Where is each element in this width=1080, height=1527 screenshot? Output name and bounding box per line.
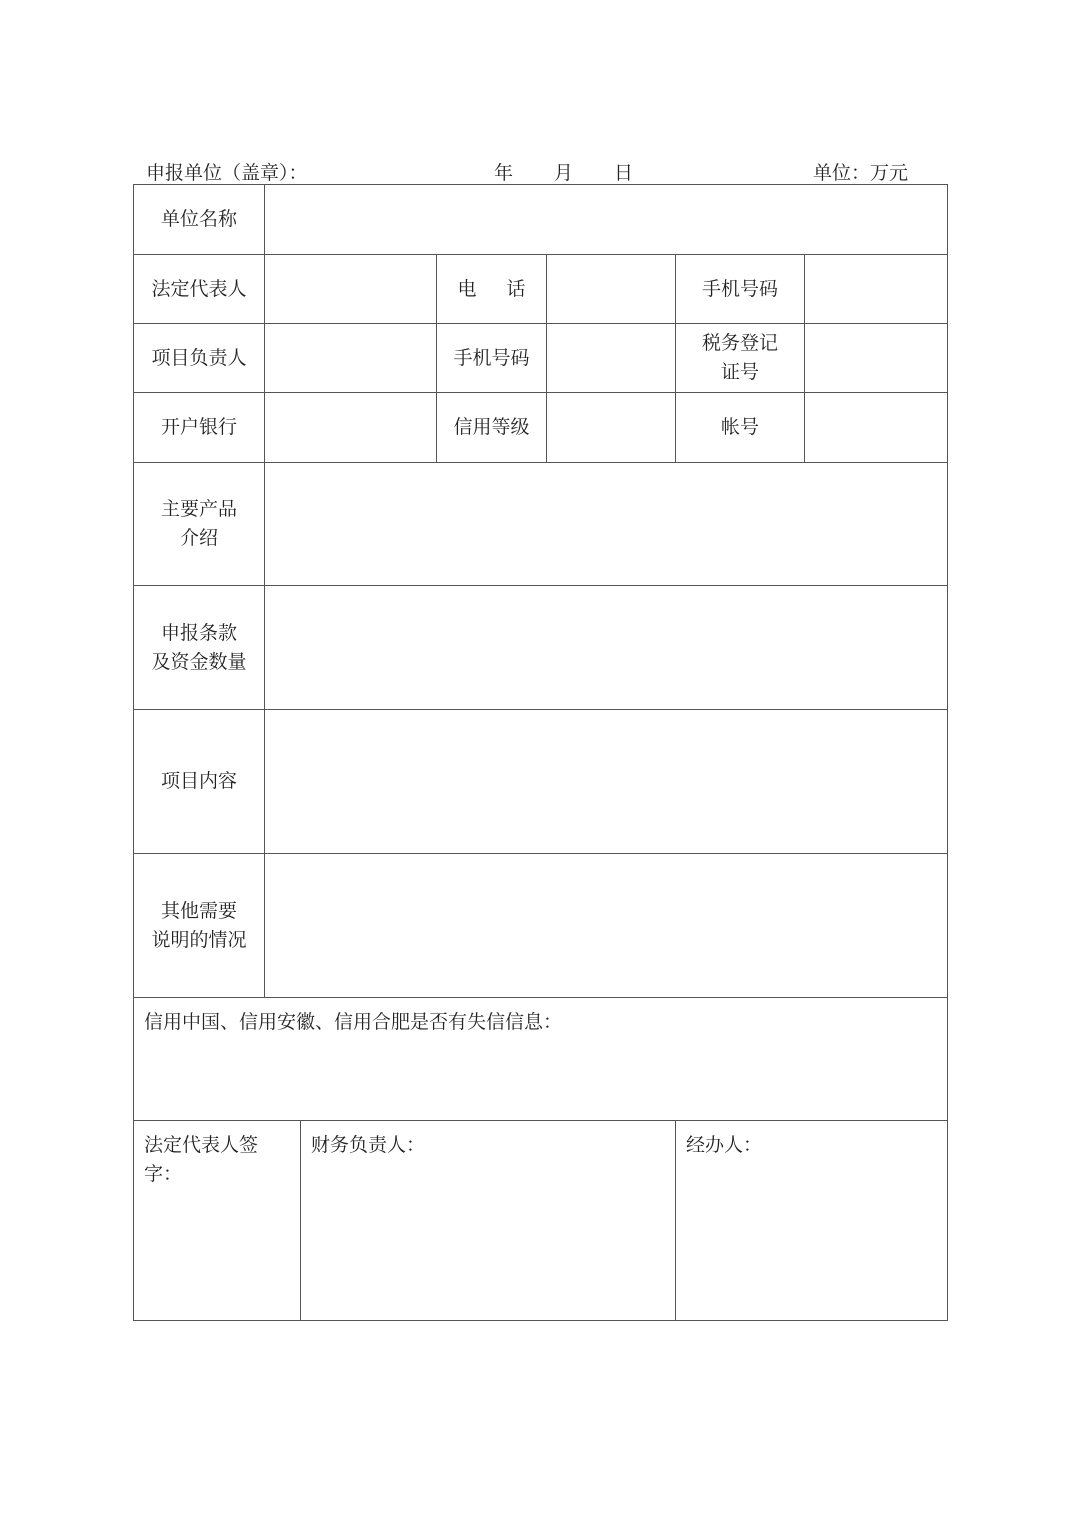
project-lead-mobile-label: 手机号码: [437, 324, 547, 393]
row-main-products: [134, 463, 948, 586]
month-label: 月: [554, 162, 574, 184]
row-bank: [134, 393, 948, 463]
company-name-label: 单位名称: [134, 185, 265, 255]
application-form-table: [133, 184, 948, 1321]
project-content-label: 项目内容: [134, 710, 265, 854]
tax-registration-label: 税务登记 证号: [676, 324, 805, 393]
row-project-lead: [134, 324, 948, 393]
day-label: 日: [614, 162, 634, 184]
other-notes-label: 其他需要 说明的情况: [134, 854, 265, 998]
row-company-name: [134, 185, 948, 255]
phone-label-part-1: 电: [457, 277, 477, 300]
legal-rep-signature-label: 法定代表人签字：: [144, 1134, 259, 1185]
mobile-field[interactable]: [805, 255, 948, 324]
main-products-label: 主要产品 介绍: [134, 463, 265, 586]
company-name-field[interactable]: [265, 185, 948, 255]
phone-label: [437, 255, 547, 324]
bank-label: 开户银行: [134, 393, 265, 463]
finance-lead-label: 财务负责人：: [311, 1134, 426, 1156]
handler-label: 经办人：: [686, 1134, 763, 1156]
credit-check-cell[interactable]: [134, 998, 948, 1121]
legal-rep-signature-cell[interactable]: [134, 1121, 301, 1321]
tax-registration-field[interactable]: [805, 324, 948, 393]
legal-rep-field[interactable]: [265, 255, 437, 324]
row-project-content: [134, 710, 948, 854]
row-legal-rep: [134, 255, 948, 324]
applicant-unit-label: 申报单位（盖章）：: [146, 162, 308, 184]
project-content-field[interactable]: [265, 710, 948, 854]
phone-field[interactable]: [547, 255, 676, 324]
apply-terms-label: 申报条款 及资金数量: [134, 586, 265, 710]
row-other-notes: [134, 854, 948, 998]
finance-lead-signature-cell[interactable]: [301, 1121, 676, 1321]
row-apply-terms: [134, 586, 948, 710]
mobile-label: 手机号码: [676, 255, 805, 324]
credit-level-label: 信用等级: [437, 393, 547, 463]
credit-check-label: 信用中国、信用安徽、信用合肥是否有失信信息：: [144, 1011, 563, 1033]
year-label: 年: [494, 162, 514, 184]
legal-rep-label: 法定代表人: [134, 255, 265, 324]
phone-label-part-2: 话: [506, 277, 526, 300]
main-products-field[interactable]: [265, 463, 948, 586]
account-label: 帐号: [676, 393, 805, 463]
account-field[interactable]: [805, 393, 948, 463]
form-header: [0, 158, 1080, 186]
project-lead-mobile-field[interactable]: [547, 324, 676, 393]
bank-field[interactable]: [265, 393, 437, 463]
project-lead-field[interactable]: [265, 324, 437, 393]
row-signatures: [134, 1121, 948, 1321]
other-notes-field[interactable]: [265, 854, 948, 998]
project-lead-label: 项目负责人: [134, 324, 265, 393]
currency-unit-label: 单位：万元: [813, 162, 909, 184]
credit-level-field[interactable]: [547, 393, 676, 463]
row-credit-check: [134, 998, 948, 1121]
apply-terms-field[interactable]: [265, 586, 948, 710]
handler-signature-cell[interactable]: [676, 1121, 948, 1321]
